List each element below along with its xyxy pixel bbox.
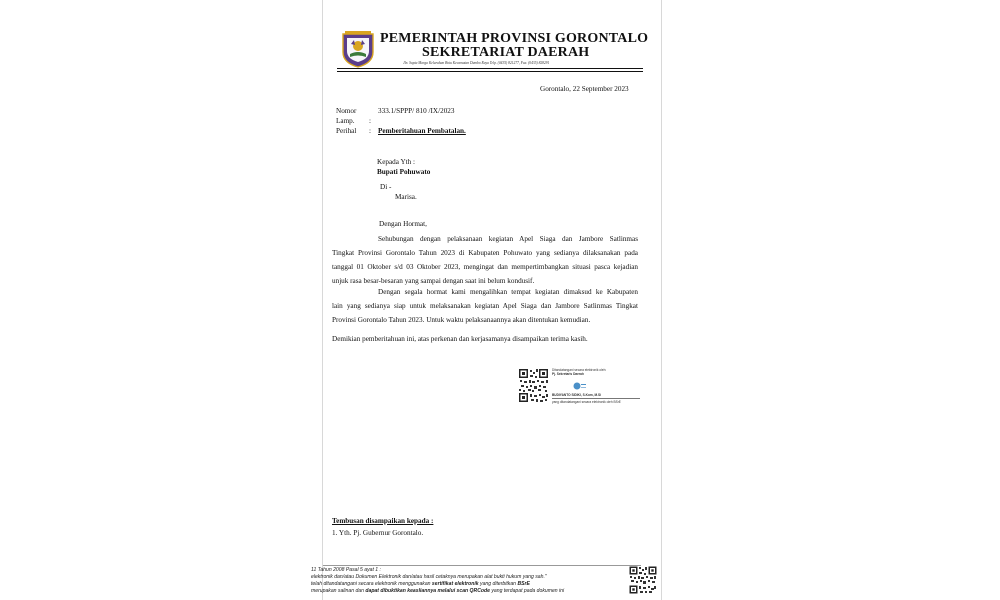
perihal-label: Perihal <box>336 127 357 135</box>
body-p1-line: Sehubungan dengan pelaksanaan kegiatan Apel Siaga dan Jambore Satlinmas <box>378 235 638 243</box>
footer-line3-part: yang diterbitkan <box>478 581 518 587</box>
closing-sentence: Demikian pemberitahuan ini, atas perkenan dan kerjasamanya disampaikan terima kasih. <box>332 335 588 343</box>
esign-line2: Pj. Sekretaris Daerah <box>552 372 584 376</box>
footer-line3-bold: BSrE <box>517 581 530 587</box>
greeting: Dengan Hormat, <box>379 220 427 228</box>
nomor-value: 333.1/SPPP/ 810 /IX/2023 <box>378 107 455 115</box>
tembusan-title: Tembusan disampaikan kepada : <box>332 517 434 525</box>
kepada-label: Kepada Yth : <box>377 158 416 166</box>
footer-line4-part: merupakan salinan dan <box>311 588 366 594</box>
body-p2-line: Provinsi Gorontalo Tahun 2023. Untuk waktu pelaksanaannya akan ditentukan kemudian. <box>332 316 591 324</box>
footer-line1: 11 Tahun 2008 Pasal 5 ayat 1 : <box>311 567 381 573</box>
footer-line4-bold: dapat dibuktikan keasliannya melalui scan QRCode <box>365 588 490 594</box>
letter-page <box>311 0 662 600</box>
body-p2-line: lain yang sedianya siap untuk melaksanakan kegiatan Apel Siaga dan Jambore Satlinmas Tingkat <box>332 302 638 310</box>
perihal-colon: : <box>369 127 371 135</box>
letterhead-rule-thick <box>337 68 643 69</box>
body-paragraph-2 <box>332 285 638 327</box>
esign-qr-code-icon <box>518 368 549 403</box>
letterhead-rule-thin <box>337 71 643 72</box>
letterhead-address: Jln. Sapta Marga Kelurahan Botu Kecamatan Dumbo Raya Telp. (0435) 821277, Fax. (0435) 828291 <box>403 61 550 65</box>
footer-line4 <box>311 587 564 595</box>
footer-line2: elektronik dan/atau Dokumen Elektronik dan/atau hasil cetaknya merupakan alat bukti hukum yang sah." <box>311 574 547 580</box>
body-p1-line: tanggal 01 Oktober s/d 03 Oktober 2023, mengingat dan mempertimbangkan situasi pasca kejadian <box>332 263 638 271</box>
perihal-value: Pemberitahuan Pembatalan. <box>378 127 466 135</box>
footer-line3-bold: sertifikat elektronik <box>431 581 479 587</box>
letterhead-line1: PEMERINTAH PROVINSI GORONTALO <box>380 31 649 46</box>
esign-footer: yang ditandatangani secara elektronik oleh BSrE <box>552 400 621 404</box>
lamp-label: Lamp. <box>336 117 355 125</box>
footer-line3-part: telah ditandatangani secara elektronik menggunakan <box>311 581 432 587</box>
footer-qr-code-icon <box>629 566 657 594</box>
esign-line1: Ditandatangani secara elektronik oleh: <box>552 368 607 372</box>
nomor-label: Nomor <box>336 107 357 115</box>
esign-signer-name: BUDIYANTO SIDIKI, S.Kom, M.Si <box>552 393 602 397</box>
body-p1-line: unjuk rasa besar-besaran yang sampai dengan saat ini belum kondusif. <box>332 277 535 285</box>
body-p1-line: Tingkat Provinsi Gorontalo Tahun 2023 di Kabupaten Pohuwato yang sedianya dilaksanakan pada <box>332 249 638 257</box>
esign-divider <box>552 398 640 399</box>
recipient-di: Di - <box>380 183 392 191</box>
gorontalo-emblem-icon <box>341 30 375 68</box>
body-p2-line: Dengan segala hormat kami mengalihkan tempat kegiatan dimaksud ke Kabupaten <box>378 288 638 296</box>
lamp-colon: : <box>369 117 371 125</box>
footer-line4-part: yang terdapat pada dokumen ini <box>489 588 565 594</box>
tembusan-item-1: 1. Yth. Pj. Gubernur Gorontalo. <box>332 529 424 537</box>
bsre-logo-icon <box>573 381 587 391</box>
letter-date: Gorontalo, 22 September 2023 <box>540 85 629 93</box>
recipient-place: Marisa. <box>395 193 417 201</box>
recipient-name: Bupati Pohuwato <box>377 168 431 176</box>
letterhead-line2: SEKRETARIAT DAERAH <box>422 45 590 60</box>
body-paragraph-1 <box>332 232 638 288</box>
